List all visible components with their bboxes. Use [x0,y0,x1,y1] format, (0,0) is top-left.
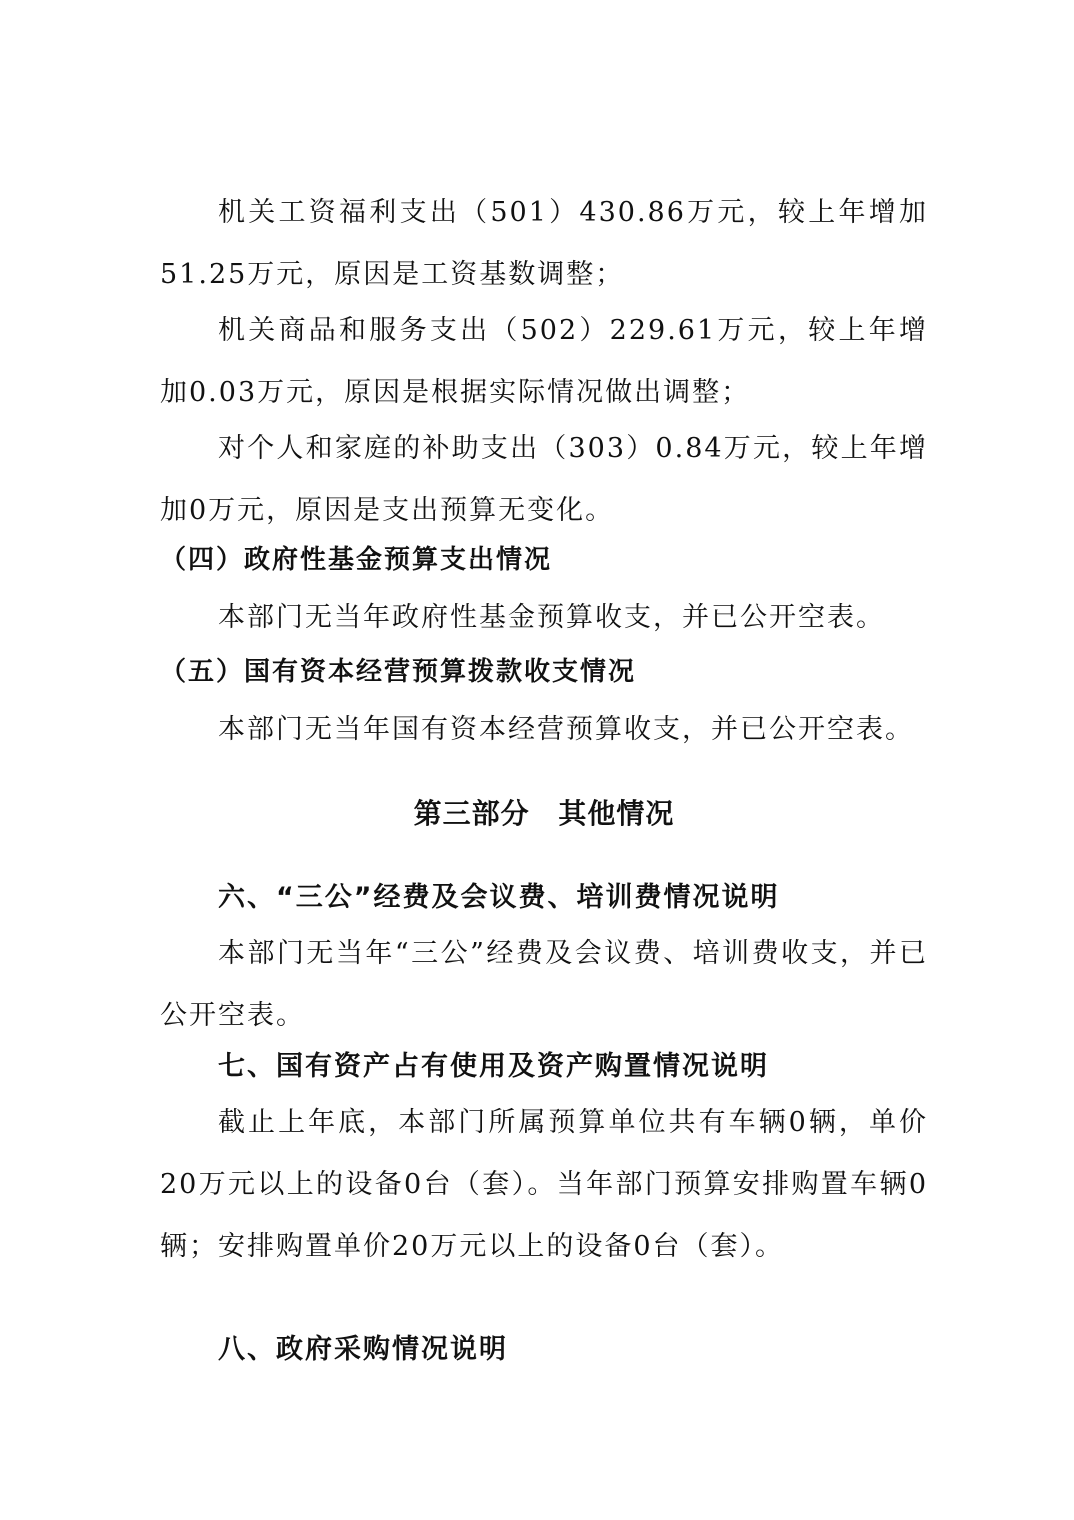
paragraph-state-capital-note: 本部门无当年国有资本经营预算收支，并已公开空表。 [218,714,914,745]
section-eight-heading: 八、政府采购情况说明 [218,1334,508,1365]
part-three-title: 第三部分 其他情况 [413,797,675,830]
paragraph-assets-note: 截止上年底，本部门所属预算单位共有车辆0辆，单价20万元以上的设备0台（套）。当年部门预算安排购置车辆0辆；安排购置单价20万元以上的设备0台（套）。 [160,1107,928,1262]
section-six-heading: 六、“三公”经费及会议费、培训费情况说明 [218,882,780,913]
paragraph-individual-subsidy: 对个人和家庭的补助支出（303）0.84万元，较上年增加0万元，原因是支出预算无变化。 [160,433,928,526]
subheading-gov-fund-expenditure: （四）政府性基金预算支出情况 [160,545,553,575]
subheading-state-capital: （五）国有资本经营预算拨款收支情况 [160,657,637,687]
section-seven-heading: 七、国有资产占有使用及资产购置情况说明 [218,1051,769,1082]
paragraph-wage-welfare: 机关工资福利支出（501）430.86万元，较上年增加51.25万元，原因是工资基数调整； [160,197,928,290]
document-page [160,0,928,1520]
paragraph-three-public-note: 本部门无当年“三公”经费及会议费、培训费收支，并已公开空表。 [160,938,928,1031]
paragraph-goods-services: 机关商品和服务支出（502）229.61万元，较上年增加0.03万元，原因是根据实际情况做出调整； [160,315,928,408]
paragraph-gov-fund-note: 本部门无当年政府性基金预算收支，并已公开空表。 [218,602,885,633]
